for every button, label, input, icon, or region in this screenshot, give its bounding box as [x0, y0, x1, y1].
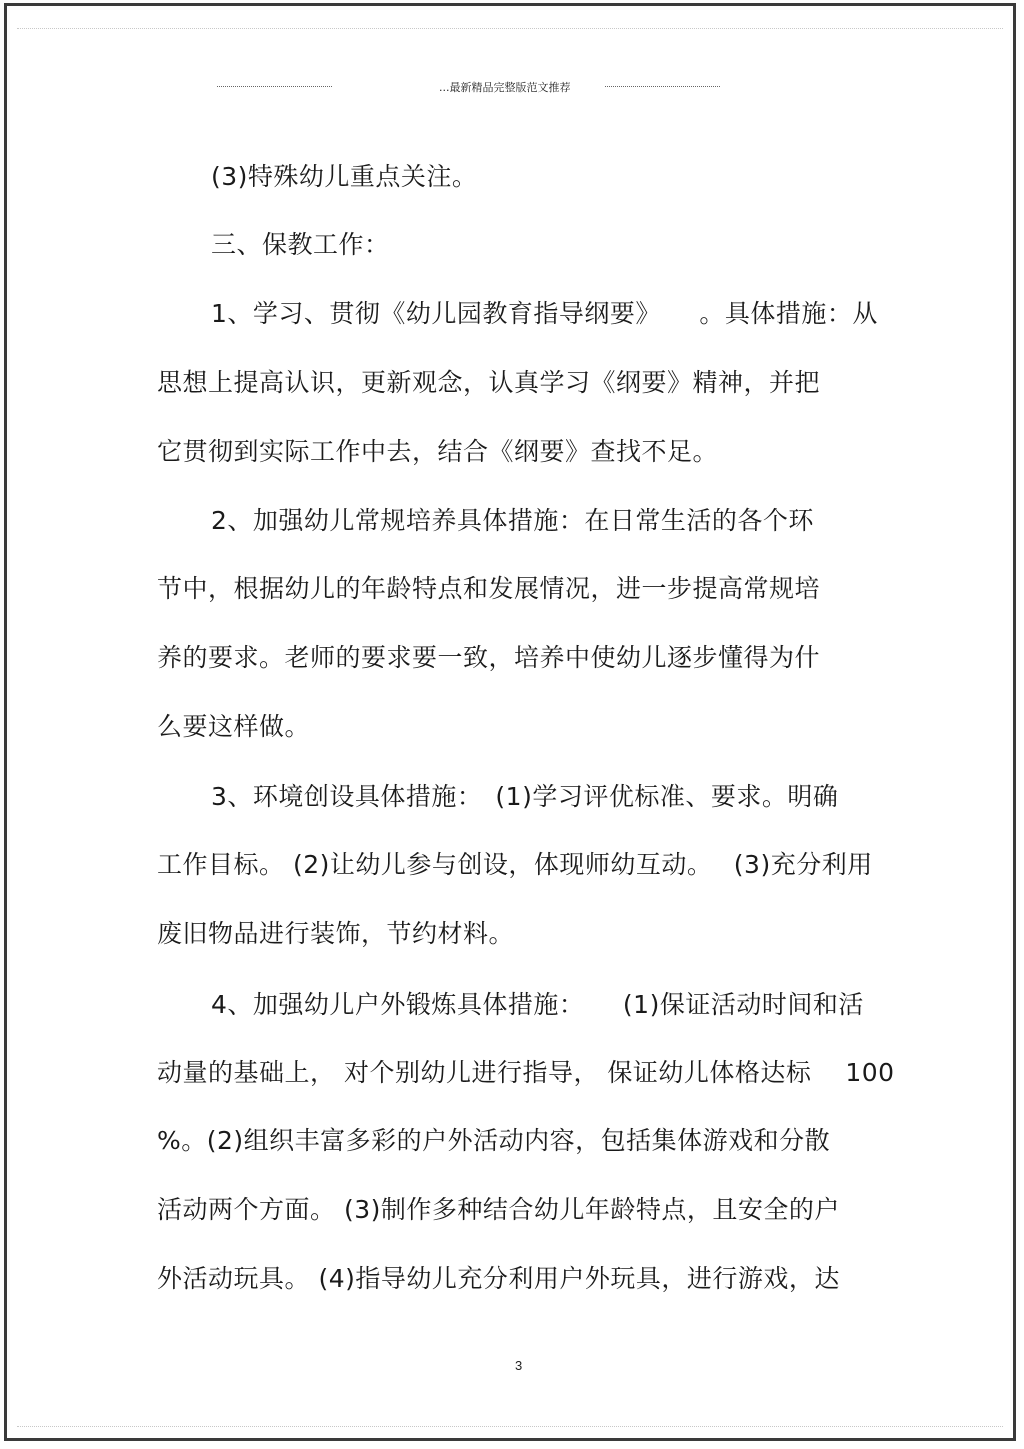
header-title: ...最新精品完整版范文推荐 [439, 81, 571, 94]
document-page [4, 3, 1016, 1441]
text-line: (3)特殊幼儿重点关注。 [211, 162, 478, 191]
text-line: 外活动玩具。 (4)指导幼儿充分利用户外玩具，进行游戏，达 [157, 1264, 840, 1293]
text-line: 3、环境创设具体措施： (1)学习评优标准、要求。明确 [211, 782, 839, 811]
text-line: 工作目标。 (2)让幼儿参与创设，体现师幼互动。 (3)充分利用 [157, 850, 873, 879]
text-line: 思想上提高认识，更新观念，认真学习《纲要》精神，并把 [157, 368, 821, 397]
page-header [7, 79, 1013, 97]
text-line: 废旧物品进行装饰，节约材料。 [157, 919, 515, 948]
text-line: 它贯彻到实际工作中去，结合《纲要》查找不足。 [157, 437, 719, 466]
header-left-dots [217, 86, 332, 87]
text-line: 节中，根据幼儿的年龄特点和发展情况，进一步提高常规培 [157, 574, 821, 603]
text-line: %。(2)组织丰富多彩的户外活动内容，包括集体游戏和分散 [157, 1126, 831, 1155]
text-line: 么要这样做。 [157, 712, 311, 741]
text-line: 养的要求。老师的要求要一致，培养中使幼儿逐步懂得为什 [157, 643, 821, 672]
scan-artifact-bottom [17, 1426, 1003, 1428]
page-number: 3 [515, 1358, 523, 1373]
text-line: 2、加强幼儿常规培养具体措施：在日常生活的各个环 [211, 506, 814, 535]
section-heading: 三、保教工作： [211, 230, 390, 259]
text-line: 活动两个方面。 (3)制作多种结合幼儿年龄特点，且安全的户 [157, 1195, 840, 1224]
scan-artifact-top [17, 28, 1003, 30]
text-line: 1、学习、贯彻《幼儿园教育指导纲要》 。具体措施：从 [211, 299, 878, 328]
text-line: 4、加强幼儿户外锻炼具体措施： (1)保证活动时间和活 [211, 990, 864, 1019]
header-right-dots [605, 86, 720, 87]
text-line: 动量的基础上， 对个别幼儿进行指导， 保证幼儿体格达标 100 [157, 1058, 895, 1087]
